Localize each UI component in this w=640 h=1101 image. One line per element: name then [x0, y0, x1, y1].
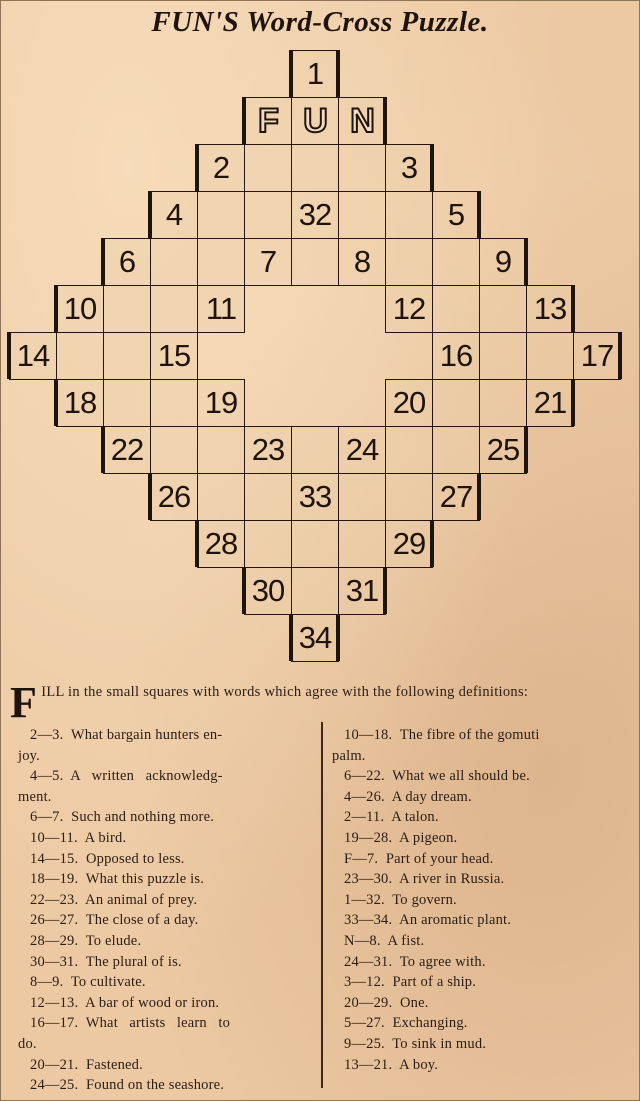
clue-text: One.	[396, 994, 429, 1011]
clue-number: 10—18.	[344, 727, 393, 743]
grid-cell[interactable]	[385, 520, 433, 568]
grid-cell[interactable]	[197, 379, 245, 427]
clue-number: 5—27.	[344, 1015, 385, 1032]
grid-cell[interactable]	[103, 379, 151, 427]
clue-item	[18, 972, 314, 993]
clue-text: Exchanging.	[388, 1015, 468, 1032]
clue-text: To govern.	[388, 891, 457, 908]
clue-number: 20—29.	[344, 994, 393, 1011]
clue-text: What artists learn to	[82, 1015, 231, 1032]
cell-number: 26	[157, 479, 191, 514]
grid-cell[interactable]	[338, 191, 386, 239]
grid-cell[interactable]	[385, 238, 433, 286]
clue-item	[18, 952, 314, 973]
grid-cell[interactable]	[103, 238, 151, 286]
grid-cell[interactable]	[150, 332, 198, 380]
column-divider	[321, 722, 323, 1088]
clue-item	[332, 766, 632, 787]
grid-cell[interactable]	[432, 332, 480, 380]
clue-item	[18, 828, 314, 849]
clue-text: What bargain hunters en-	[67, 727, 223, 743]
cell-number: 21	[533, 385, 567, 420]
grid-cell[interactable]	[197, 426, 245, 474]
clue-text: A bar of wood or iron.	[82, 994, 220, 1011]
clue-text: A written acknowledg-	[67, 768, 223, 785]
clue-item	[332, 869, 632, 890]
clue-text: Fastened.	[82, 1056, 143, 1073]
grid-cell[interactable]	[479, 332, 527, 380]
clue-text: A pigeon.	[396, 829, 458, 846]
grid-cell[interactable]	[150, 426, 198, 474]
clue-text: To elude.	[82, 932, 142, 949]
grid-cell[interactable]	[150, 191, 198, 239]
clue-item	[332, 1055, 632, 1076]
grid-cell[interactable]	[197, 520, 245, 568]
grid-cell[interactable]	[244, 238, 292, 286]
clue-number: 33—34.	[344, 912, 393, 929]
clue-text: To cultivate.	[67, 974, 146, 991]
clue-number: 4—5.	[30, 768, 64, 785]
grid-cell[interactable]	[9, 332, 57, 380]
clue-item	[18, 1075, 314, 1096]
cell-number: 33	[298, 479, 332, 514]
grid-cell[interactable]	[244, 191, 292, 239]
grid-cell[interactable]	[291, 567, 339, 615]
clue-item	[332, 972, 632, 993]
dropcap-letter: F	[10, 678, 38, 727]
clue-number: N—8.	[344, 932, 381, 949]
grid-cell[interactable]	[432, 379, 480, 427]
grid-cell[interactable]	[385, 191, 433, 239]
instructions	[10, 678, 630, 727]
grid-cell[interactable]	[244, 426, 292, 474]
cell-number: 23	[251, 432, 285, 467]
clue-continuation: ment.	[18, 788, 52, 805]
clue-item	[18, 849, 314, 870]
cell-number: 10	[63, 291, 97, 326]
grid-cell[interactable]	[432, 191, 480, 239]
grid-cell[interactable]	[150, 379, 198, 427]
grid-cell[interactable]	[338, 97, 386, 145]
cell-number: 9	[494, 244, 512, 279]
grid-cell[interactable]	[385, 285, 433, 333]
clue-text: The close of a day.	[82, 912, 199, 929]
grid-cell[interactable]	[291, 144, 339, 192]
clue-number: 2—11.	[344, 809, 385, 826]
clue-number: 10—11.	[30, 829, 78, 846]
cell-number: 24	[345, 432, 379, 467]
grid-cell[interactable]	[479, 285, 527, 333]
clue-number: 19—28.	[344, 829, 393, 846]
clue-item	[332, 993, 632, 1014]
clue-text: To sink in mud.	[388, 1035, 487, 1052]
clue-number: 3—12.	[344, 974, 385, 991]
cell-number: 17	[580, 338, 614, 373]
grid-cell[interactable]	[291, 520, 339, 568]
clue-number: 24—31.	[344, 953, 393, 970]
grid-cell[interactable]	[244, 97, 292, 145]
clues-column-right	[332, 725, 632, 1075]
clue-text: Such and nothing more.	[67, 809, 215, 826]
cell-number: 18	[63, 385, 97, 420]
clue-number: 18—19.	[30, 871, 79, 888]
clue-number: F—7.	[344, 850, 379, 867]
cell-number: 12	[392, 291, 426, 326]
cell-number: 7	[259, 244, 277, 279]
clue-item	[332, 849, 632, 870]
clue-text: The fibre of the gomuti	[396, 727, 540, 743]
cell-number: 32	[298, 197, 332, 232]
grid-cell[interactable]	[432, 238, 480, 286]
grid-cell[interactable]	[244, 567, 292, 615]
grid-cell[interactable]	[56, 285, 104, 333]
fun-letter: F	[258, 101, 278, 140]
grid-cell[interactable]	[197, 238, 245, 286]
grid-cell[interactable]	[385, 473, 433, 521]
clue-item	[18, 993, 314, 1014]
clue-text: An animal of prey.	[82, 891, 198, 908]
cell-number: 1	[306, 56, 324, 91]
grid-cell[interactable]	[291, 50, 339, 98]
clue-item	[332, 890, 632, 911]
cell-number: 30	[251, 573, 285, 608]
cell-number: 27	[439, 479, 473, 514]
grid-cell[interactable]	[526, 332, 574, 380]
clue-number: 6—22.	[344, 768, 385, 785]
clue-number: 12—13.	[30, 994, 79, 1011]
cell-number: 15	[157, 338, 191, 373]
grid-cell[interactable]	[244, 144, 292, 192]
clue-number: 22—23.	[30, 891, 79, 908]
clue-text: What this puzzle is.	[82, 871, 205, 888]
grid-cell[interactable]	[338, 473, 386, 521]
clue-item	[332, 828, 632, 849]
clue-text: What we all should be.	[388, 768, 530, 785]
grid-cell[interactable]	[150, 238, 198, 286]
grid-cell[interactable]	[197, 473, 245, 521]
clue-number: 23—30.	[344, 871, 393, 888]
grid-cell[interactable]	[244, 473, 292, 521]
grid-cell[interactable]	[244, 520, 292, 568]
cell-number: 6	[118, 244, 136, 279]
clue-number: 4—26.	[344, 788, 385, 805]
clue-item	[18, 725, 314, 746]
grid-cell[interactable]	[432, 426, 480, 474]
cell-number: 14	[16, 338, 50, 373]
clue-text: A bird.	[81, 829, 127, 846]
grid-cell[interactable]	[103, 332, 151, 380]
grid-cell[interactable]	[338, 567, 386, 615]
cell-number: 16	[439, 338, 473, 373]
clue-text: A day dream.	[388, 788, 472, 805]
grid-cell[interactable]	[432, 473, 480, 521]
clue-text: The plural of is.	[82, 953, 182, 970]
clue-number: 6—7.	[30, 809, 64, 826]
grid-cell[interactable]	[103, 285, 151, 333]
clue-item	[18, 931, 314, 952]
clue-text: A river in Russia.	[396, 871, 505, 888]
clue-number: 16—17.	[30, 1015, 79, 1032]
grid-cell[interactable]	[479, 426, 527, 474]
clue-number: 20—21.	[30, 1056, 79, 1073]
cell-number: 5	[447, 197, 465, 232]
grid-cell[interactable]	[338, 144, 386, 192]
clue-item	[332, 910, 632, 931]
cell-number: 34	[298, 620, 332, 655]
cell-number: 11	[205, 291, 237, 326]
clue-item	[332, 1013, 632, 1034]
clue-item	[332, 807, 632, 828]
grid-cell[interactable]	[573, 332, 621, 380]
clue-item	[18, 1013, 314, 1034]
cell-number: 3	[400, 150, 418, 185]
clue-number: 30—31.	[30, 953, 79, 970]
cell-number: 22	[110, 432, 144, 467]
clue-item	[18, 910, 314, 931]
clue-number: 9—25.	[344, 1035, 385, 1052]
clue-item	[18, 807, 314, 828]
grid-cell[interactable]	[385, 426, 433, 474]
clue-item	[332, 931, 632, 952]
clue-text: Part of a ship.	[388, 974, 477, 991]
puzzle-title: FUN'S Word-Cross Puzzle.	[151, 6, 489, 38]
grid-cell[interactable]	[150, 285, 198, 333]
grid-cell[interactable]	[197, 144, 245, 192]
cell-number: 4	[165, 197, 183, 232]
grid-cell[interactable]	[526, 285, 574, 333]
grid-cell[interactable]	[338, 238, 386, 286]
cell-number: 20	[392, 385, 426, 420]
cell-number: 29	[392, 526, 426, 561]
clue-number: 26—27.	[30, 912, 79, 929]
clue-text: An aromatic plant.	[396, 912, 512, 929]
clue-number: 28—29.	[30, 932, 79, 949]
grid-cell[interactable]	[291, 97, 339, 145]
grid-cell[interactable]	[103, 426, 151, 474]
cell-number: 25	[486, 432, 520, 467]
clue-text: To agree with.	[396, 953, 486, 970]
clue-item	[18, 890, 314, 911]
grid-cell[interactable]	[338, 520, 386, 568]
cell-number: 2	[212, 150, 230, 185]
grid-cell[interactable]	[56, 332, 104, 380]
clue-text: A talon.	[388, 809, 439, 826]
grid-cell[interactable]	[197, 191, 245, 239]
clue-item	[18, 766, 314, 787]
grid-cell[interactable]	[338, 426, 386, 474]
clue-text: A boy.	[396, 1056, 439, 1073]
grid-cell[interactable]	[56, 379, 104, 427]
clue-continuation: palm.	[332, 747, 366, 764]
instructions-text: ILL in the small squares with words which agree with the following definitions:	[41, 684, 529, 700]
cell-number: 8	[353, 244, 371, 279]
cell-number: 19	[204, 385, 238, 420]
clue-text: Part of your head.	[382, 850, 494, 867]
fun-letter: U	[303, 101, 327, 140]
clue-number: 24—25.	[30, 1077, 79, 1094]
grid-cell[interactable]	[479, 238, 527, 286]
clue-item	[332, 725, 632, 746]
grid-cell[interactable]	[291, 614, 339, 662]
grid-cell[interactable]	[291, 473, 339, 521]
grid-cell[interactable]	[526, 379, 574, 427]
clue-text: Found on the seashore.	[82, 1077, 225, 1094]
grid-cell[interactable]	[385, 144, 433, 192]
grid-cell[interactable]	[291, 238, 339, 286]
clue-item	[18, 869, 314, 890]
clues-column-left	[18, 725, 314, 1096]
cell-number: 13	[533, 291, 567, 326]
cell-number: 31	[345, 573, 379, 608]
clue-text: A fist.	[384, 932, 425, 949]
grid-cell[interactable]	[150, 473, 198, 521]
clue-item	[332, 1034, 632, 1055]
clue-number: 8—9.	[30, 974, 64, 991]
grid-cell[interactable]	[432, 285, 480, 333]
grid-cell[interactable]	[385, 379, 433, 427]
clue-continuation: do.	[18, 1035, 37, 1052]
fun-letter: N	[350, 101, 374, 140]
grid-cell[interactable]	[197, 285, 245, 333]
clue-continuation: joy.	[18, 747, 41, 764]
clue-number: 13—21.	[344, 1056, 393, 1073]
clue-text: Opposed to less.	[82, 850, 185, 867]
grid-cell[interactable]	[479, 379, 527, 427]
clue-item	[332, 787, 632, 808]
clue-item	[332, 952, 632, 973]
clue-number: 2—3.	[30, 727, 64, 743]
cell-number: 28	[204, 526, 238, 561]
clue-item	[18, 1055, 314, 1076]
clue-number: 14—15.	[30, 850, 79, 867]
grid-cell[interactable]	[291, 191, 339, 239]
clue-number: 1—32.	[344, 891, 385, 908]
grid-cell[interactable]	[291, 426, 339, 474]
